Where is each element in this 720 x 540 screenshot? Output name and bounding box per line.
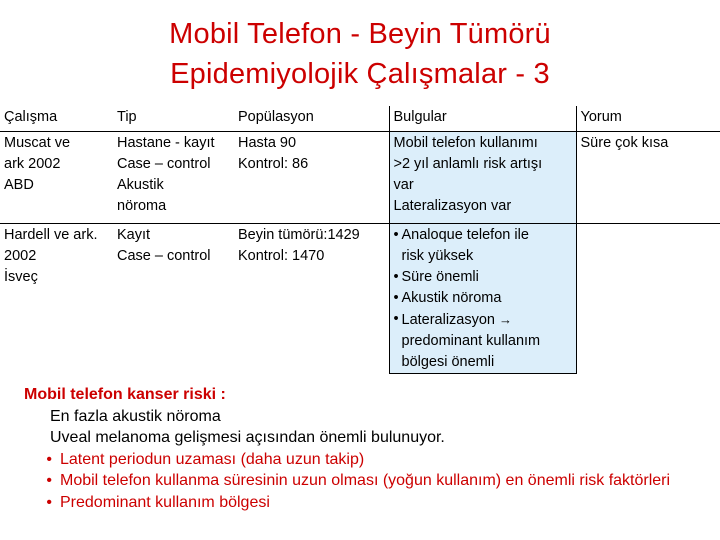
- bullet-text: Predominant kullanım bölgesi: [60, 493, 270, 511]
- cell-text: Muscat ve: [4, 135, 71, 151]
- cell-populasyon: [234, 132, 389, 224]
- title-line-2: Epidemiyolojik Çalışmalar - 3: [170, 58, 550, 90]
- cell-text: Akustik nöroma: [401, 290, 502, 306]
- slide-title: [0, 14, 720, 94]
- finding-item: [394, 288, 572, 309]
- cell-bulgular: [389, 224, 576, 374]
- finding-text: [402, 288, 502, 309]
- cell-text: ark 2002: [4, 156, 61, 172]
- cell-text: var: [393, 177, 414, 193]
- bullet-dot: •: [393, 269, 399, 285]
- list-item: [24, 449, 714, 471]
- cell-text: risk yüksek: [401, 248, 474, 264]
- bullet-text: Latent periodun uzaması (daha uzun takip): [60, 450, 365, 468]
- list-item: [24, 470, 714, 492]
- cell-text: bölgesi önemli: [401, 354, 495, 370]
- cell-text: Mobil telefon kullanımı: [393, 135, 538, 151]
- cell-text: Lateralizasyon: [401, 312, 495, 328]
- summary-title: Mobil telefon kanser riski :: [24, 386, 226, 403]
- cell-yorum: [576, 132, 720, 224]
- bullet-dot: •: [393, 290, 399, 306]
- header-bulgular: Bulgular: [389, 106, 576, 132]
- header-calisma: Çalışma: [0, 106, 113, 132]
- finding-text: [402, 309, 541, 373]
- cell-text: İsveç: [4, 269, 38, 285]
- cell-text: 2002: [4, 248, 37, 264]
- bullet-dot: •: [46, 493, 52, 511]
- cell-text: Hardell ve ark.: [4, 227, 98, 243]
- cell-text: Kayıt: [117, 227, 151, 243]
- cell-text: Hastane - kayıt: [117, 135, 215, 151]
- cell-text: Analoque telefon ile: [401, 227, 529, 243]
- finding-item: [394, 225, 572, 267]
- list-item: [24, 492, 714, 514]
- summary-line-2: Uveal melanoma gelişmesi açısından önemli bulunuyor.: [50, 429, 445, 446]
- summary-line-1: En fazla akustik nöroma: [50, 407, 221, 425]
- cell-tip: [113, 224, 234, 374]
- finding-item: [394, 267, 572, 288]
- header-tip: Tip: [113, 106, 234, 132]
- arrow-right-icon: →: [499, 312, 513, 327]
- cell-text: ABD: [4, 177, 34, 193]
- finding-text: [402, 225, 529, 267]
- cell-calisma: [0, 132, 113, 224]
- cell-text: predominant kullanım: [401, 333, 541, 349]
- cell-text: Kontrol: 86: [238, 156, 309, 172]
- finding-text: [402, 267, 479, 288]
- table-row: [0, 132, 720, 224]
- cell-text: Kontrol: 1470: [238, 248, 325, 264]
- cell-text: Süre çok kısa: [580, 135, 669, 151]
- summary-section: [24, 384, 714, 513]
- bullet-dot: •: [46, 472, 52, 489]
- finding-item: [394, 309, 572, 373]
- bullet-dot: •: [393, 227, 399, 243]
- title-line-1: Mobil Telefon - Beyin Tümörü: [169, 18, 551, 50]
- table-header-row: [0, 106, 720, 132]
- table-row: [0, 224, 720, 374]
- cell-text: Akustik: [117, 177, 164, 193]
- summary-bullet-list: [24, 449, 714, 514]
- bullet-dot: •: [393, 311, 399, 327]
- cell-yorum: [576, 224, 720, 374]
- cell-populasyon: [234, 224, 389, 374]
- header-populasyon: Popülasyon: [234, 106, 389, 132]
- cell-calisma: [0, 224, 113, 374]
- cell-text: Lateralizasyon var: [393, 198, 512, 214]
- cell-text: Case – control: [117, 156, 211, 172]
- cell-text: Süre önemli: [401, 269, 479, 285]
- bullet-text: Mobil telefon kullanma süresinin uzun olması (yoğun kullanım) en önemli risk faktörleri: [60, 472, 671, 489]
- cell-tip: [113, 132, 234, 224]
- header-yorum: Yorum: [576, 106, 720, 132]
- cell-text: >2 yıl anlamlı risk artışı: [393, 156, 543, 172]
- cell-text: Beyin tümörü:1429: [238, 227, 360, 243]
- cell-bulgular: [389, 132, 576, 224]
- cell-text: nöroma: [117, 198, 167, 214]
- cell-text: Case – control: [117, 248, 211, 264]
- studies-table: [0, 106, 720, 374]
- cell-text: Hasta 90: [238, 135, 297, 151]
- bullet-dot: •: [46, 450, 52, 468]
